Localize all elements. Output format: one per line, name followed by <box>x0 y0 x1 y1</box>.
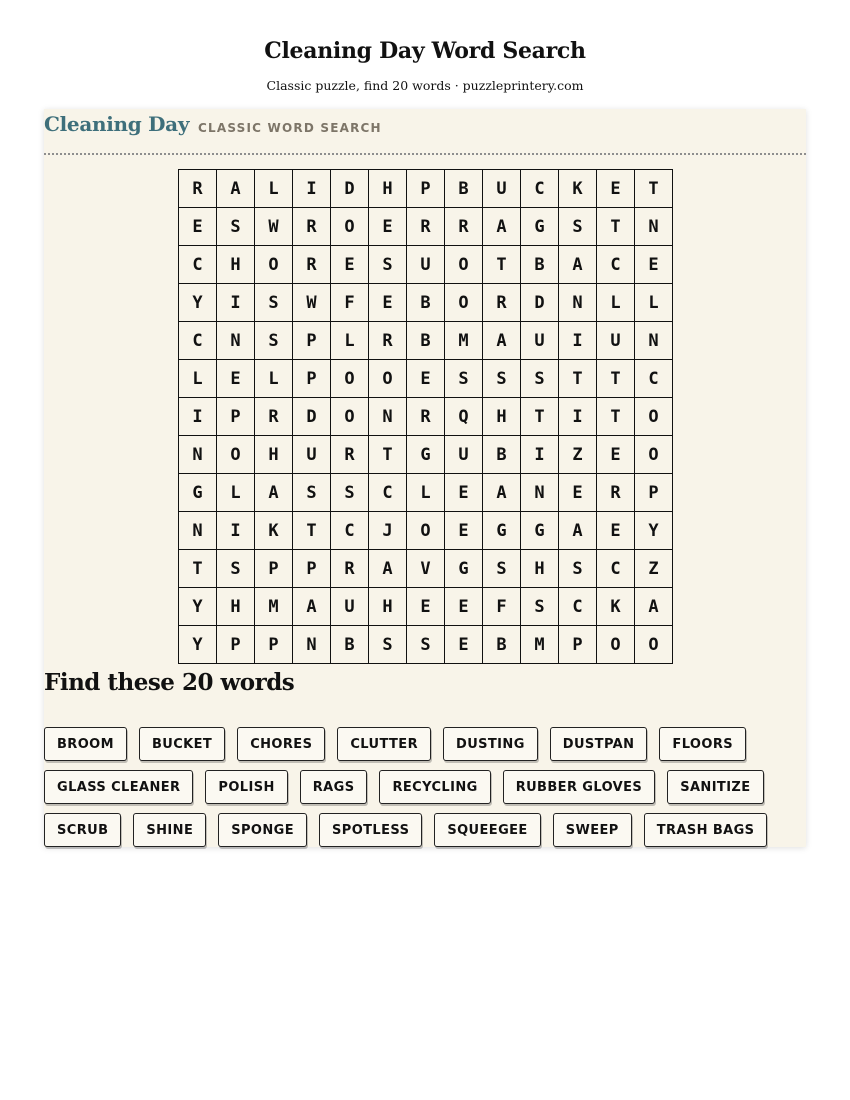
page-subtitle: Classic puzzle, find 20 words · puzzleprintery.com <box>266 78 584 93</box>
grid-cell[interactable]: G <box>521 208 559 246</box>
grid-cell[interactable]: E <box>445 512 483 550</box>
grid-cell[interactable]: K <box>255 512 293 550</box>
grid-cell[interactable]: C <box>369 474 407 512</box>
grid-cell[interactable]: Y <box>635 512 673 550</box>
grid-cell[interactable]: O <box>635 626 673 664</box>
grid-cell[interactable]: H <box>483 398 521 436</box>
grid-cell[interactable]: E <box>597 512 635 550</box>
card-title: Cleaning Day <box>44 112 190 136</box>
grid-cell[interactable]: T <box>369 436 407 474</box>
grid-cell[interactable]: P <box>407 170 445 208</box>
grid-cell[interactable]: I <box>293 170 331 208</box>
grid-cell[interactable]: R <box>445 208 483 246</box>
grid-cell[interactable]: S <box>331 474 369 512</box>
grid-cell[interactable]: S <box>369 626 407 664</box>
grid-cell[interactable]: S <box>521 360 559 398</box>
word-chip[interactable]: RAGS <box>300 770 368 804</box>
grid-cell[interactable]: F <box>483 588 521 626</box>
grid-cell[interactable]: K <box>559 170 597 208</box>
word-chip[interactable]: BROOM <box>44 727 127 761</box>
grid-cell[interactable]: R <box>179 170 217 208</box>
grid-cell[interactable]: S <box>255 322 293 360</box>
grid-cell[interactable]: E <box>369 284 407 322</box>
grid-cell[interactable]: S <box>521 588 559 626</box>
grid-cell[interactable]: K <box>597 588 635 626</box>
grid-cell[interactable]: N <box>635 322 673 360</box>
grid-cell[interactable]: E <box>445 474 483 512</box>
grid-cell[interactable]: F <box>331 284 369 322</box>
grid-cell[interactable]: I <box>217 284 255 322</box>
grid-cell[interactable]: O <box>255 246 293 284</box>
grid-cell[interactable]: P <box>255 550 293 588</box>
grid-cell[interactable]: T <box>483 246 521 284</box>
grid-cell[interactable]: O <box>635 436 673 474</box>
word-chip[interactable]: DUSTPAN <box>550 727 648 761</box>
grid-cell[interactable]: A <box>217 170 255 208</box>
word-row <box>44 813 806 847</box>
grid-cell[interactable]: N <box>179 512 217 550</box>
grid-cell[interactable]: G <box>407 436 445 474</box>
grid-cell[interactable]: H <box>255 436 293 474</box>
grid-cell[interactable]: G <box>521 512 559 550</box>
word-chip[interactable]: CHORES <box>237 727 325 761</box>
grid-cell[interactable]: N <box>635 208 673 246</box>
grid-cell[interactable]: J <box>369 512 407 550</box>
grid-cell[interactable]: R <box>407 208 445 246</box>
grid-cell[interactable]: T <box>559 360 597 398</box>
grid-cell[interactable]: W <box>255 208 293 246</box>
grid-cell[interactable]: R <box>331 436 369 474</box>
grid-cell[interactable]: L <box>255 170 293 208</box>
word-chip[interactable]: SPONGE <box>218 813 307 847</box>
grid-cell[interactable]: M <box>255 588 293 626</box>
grid-cell[interactable]: O <box>445 246 483 284</box>
grid-cell[interactable]: T <box>597 360 635 398</box>
grid-cell[interactable]: L <box>597 284 635 322</box>
grid-cell[interactable]: P <box>293 322 331 360</box>
grid-cell[interactable]: S <box>217 550 255 588</box>
grid-cell[interactable]: R <box>293 208 331 246</box>
grid-cell[interactable]: H <box>217 588 255 626</box>
grid-cell[interactable]: E <box>179 208 217 246</box>
grid-cell[interactable]: U <box>331 588 369 626</box>
grid-cell[interactable]: O <box>331 208 369 246</box>
grid-cell[interactable]: A <box>369 550 407 588</box>
grid-cell[interactable]: S <box>559 208 597 246</box>
grid-cell[interactable]: R <box>597 474 635 512</box>
grid-cell[interactable]: S <box>559 550 597 588</box>
grid-cell[interactable]: C <box>597 246 635 284</box>
grid-cell[interactable]: L <box>255 360 293 398</box>
grid-cell[interactable]: E <box>369 208 407 246</box>
grid-cell[interactable]: O <box>445 284 483 322</box>
card-header <box>44 109 806 155</box>
word-chip[interactable]: GLASS CLEANER <box>44 770 193 804</box>
word-chip[interactable]: CLUTTER <box>337 727 431 761</box>
grid-cell[interactable]: E <box>445 588 483 626</box>
puzzle-type-label: CLASSIC WORD SEARCH <box>198 121 382 135</box>
grid-cell[interactable]: H <box>369 170 407 208</box>
grid-cell[interactable]: B <box>407 322 445 360</box>
grid-cell[interactable]: P <box>293 360 331 398</box>
word-chip[interactable]: SCRUB <box>44 813 121 847</box>
grid-cell[interactable]: M <box>521 626 559 664</box>
grid-cell[interactable]: C <box>635 360 673 398</box>
word-chip[interactable]: RUBBER GLOVES <box>503 770 656 804</box>
grid-cell[interactable]: N <box>369 398 407 436</box>
grid-cell[interactable]: E <box>559 474 597 512</box>
grid-cell[interactable]: N <box>559 284 597 322</box>
grid-cell[interactable]: Y <box>179 626 217 664</box>
grid-cell[interactable]: B <box>483 626 521 664</box>
grid-cell[interactable]: O <box>331 360 369 398</box>
grid-cell[interactable]: N <box>293 626 331 664</box>
grid-cell[interactable]: E <box>445 626 483 664</box>
grid-cell[interactable]: A <box>559 512 597 550</box>
grid-cell[interactable]: C <box>179 246 217 284</box>
grid-cell[interactable]: G <box>445 550 483 588</box>
grid-cell[interactable]: N <box>217 322 255 360</box>
grid-cell[interactable]: Z <box>559 436 597 474</box>
grid-cell[interactable]: C <box>331 512 369 550</box>
grid-cell[interactable]: B <box>521 246 559 284</box>
grid-cell[interactable]: T <box>597 398 635 436</box>
grid-cell[interactable]: D <box>331 170 369 208</box>
grid-cell[interactable]: A <box>293 588 331 626</box>
grid-cell[interactable]: L <box>407 474 445 512</box>
grid-cell[interactable]: U <box>521 322 559 360</box>
grid-cell[interactable]: B <box>445 170 483 208</box>
grid-cell[interactable]: S <box>483 360 521 398</box>
grid-cell[interactable]: E <box>331 246 369 284</box>
grid-cell[interactable]: P <box>217 398 255 436</box>
page-title: Cleaning Day Word Search <box>264 38 586 64</box>
grid-cell[interactable]: P <box>559 626 597 664</box>
grid-cell[interactable]: S <box>255 284 293 322</box>
grid-cell[interactable]: I <box>521 436 559 474</box>
grid-cell[interactable]: U <box>293 436 331 474</box>
grid-cell[interactable]: H <box>521 550 559 588</box>
grid-cell[interactable]: V <box>407 550 445 588</box>
grid-cell[interactable]: E <box>407 360 445 398</box>
grid-cell[interactable]: I <box>559 398 597 436</box>
grid-cell[interactable]: O <box>407 512 445 550</box>
grid-cell[interactable]: P <box>293 550 331 588</box>
grid-cell[interactable]: Y <box>179 588 217 626</box>
word-list-heading: Find these 20 words <box>44 669 295 696</box>
grid-cell[interactable]: M <box>445 322 483 360</box>
word-bank <box>44 727 806 856</box>
grid-cell[interactable]: H <box>369 588 407 626</box>
word-chip[interactable]: SQUEEGEE <box>434 813 540 847</box>
word-chip[interactable]: POLISH <box>205 770 287 804</box>
grid-cell[interactable]: T <box>521 398 559 436</box>
grid-cell[interactable]: T <box>179 550 217 588</box>
grid-cell[interactable]: D <box>293 398 331 436</box>
grid-cell[interactable]: G <box>483 512 521 550</box>
word-chip[interactable]: SHINE <box>133 813 206 847</box>
grid-cell[interactable]: O <box>217 436 255 474</box>
grid-cell[interactable]: I <box>217 512 255 550</box>
grid-cell[interactable]: E <box>597 436 635 474</box>
grid-cell[interactable]: Y <box>179 284 217 322</box>
grid-cell[interactable]: O <box>369 360 407 398</box>
grid-cell[interactable]: A <box>255 474 293 512</box>
grid-cell[interactable]: O <box>635 398 673 436</box>
puzzle-card <box>44 109 806 847</box>
grid-cell[interactable]: O <box>331 398 369 436</box>
grid-cell[interactable]: A <box>483 208 521 246</box>
grid-cell[interactable]: E <box>407 588 445 626</box>
grid-cell[interactable]: R <box>293 246 331 284</box>
grid-cell[interactable]: L <box>217 474 255 512</box>
grid-cell[interactable]: C <box>179 322 217 360</box>
grid-cell[interactable]: A <box>635 588 673 626</box>
grid-cell[interactable]: Q <box>445 398 483 436</box>
word-chip[interactable]: RECYCLING <box>379 770 490 804</box>
grid-cell[interactable]: S <box>407 626 445 664</box>
grid-cell[interactable]: W <box>293 284 331 322</box>
grid-cell[interactable]: L <box>331 322 369 360</box>
grid-cell[interactable]: S <box>217 208 255 246</box>
word-chip[interactable]: DUSTING <box>443 727 538 761</box>
word-chip[interactable]: TRASH BAGS <box>644 813 768 847</box>
grid-cell[interactable]: P <box>635 474 673 512</box>
grid-cell[interactable]: O <box>597 626 635 664</box>
grid-cell[interactable]: U <box>597 322 635 360</box>
grid-cell[interactable]: C <box>559 588 597 626</box>
grid-cell[interactable]: H <box>217 246 255 284</box>
grid-cell[interactable]: L <box>179 360 217 398</box>
grid-cell[interactable]: T <box>635 170 673 208</box>
grid-cell[interactable]: I <box>179 398 217 436</box>
letter-grid <box>178 169 673 664</box>
grid-cell[interactable]: G <box>179 474 217 512</box>
grid-cell[interactable]: R <box>483 284 521 322</box>
grid-cell[interactable]: T <box>293 512 331 550</box>
word-chip[interactable]: SPOTLESS <box>319 813 422 847</box>
grid-cell[interactable]: S <box>293 474 331 512</box>
grid-cell[interactable]: R <box>255 398 293 436</box>
grid-cell[interactable]: R <box>407 398 445 436</box>
grid-cell[interactable]: A <box>483 474 521 512</box>
grid-cell[interactable]: S <box>445 360 483 398</box>
grid-cell[interactable]: A <box>483 322 521 360</box>
grid-cell[interactable]: P <box>217 626 255 664</box>
grid-cell[interactable]: D <box>521 284 559 322</box>
grid-cell[interactable]: S <box>483 550 521 588</box>
grid-cell[interactable]: I <box>559 322 597 360</box>
grid-cell[interactable]: C <box>597 550 635 588</box>
word-chip[interactable]: SANITIZE <box>667 770 763 804</box>
word-row <box>44 770 806 804</box>
grid-cell[interactable]: C <box>521 170 559 208</box>
grid-cell[interactable]: N <box>179 436 217 474</box>
grid-cell[interactable]: Z <box>635 550 673 588</box>
grid-cell[interactable]: U <box>407 246 445 284</box>
grid-cell[interactable]: T <box>597 208 635 246</box>
grid-cell[interactable]: R <box>369 322 407 360</box>
grid-cell[interactable]: B <box>331 626 369 664</box>
grid-cell[interactable]: E <box>217 360 255 398</box>
grid-cell[interactable]: B <box>407 284 445 322</box>
grid-cell[interactable]: S <box>369 246 407 284</box>
grid-cell[interactable]: E <box>597 170 635 208</box>
word-chip[interactable]: FLOORS <box>659 727 746 761</box>
grid-cell[interactable]: N <box>521 474 559 512</box>
word-chip[interactable]: BUCKET <box>139 727 225 761</box>
word-chip[interactable]: SWEEP <box>553 813 632 847</box>
grid-cell[interactable]: E <box>635 246 673 284</box>
grid-cell[interactable]: P <box>255 626 293 664</box>
grid-cell[interactable]: A <box>559 246 597 284</box>
grid-cell[interactable]: B <box>483 436 521 474</box>
grid-cell[interactable]: R <box>331 550 369 588</box>
grid-cell[interactable]: U <box>445 436 483 474</box>
word-row <box>44 727 806 761</box>
grid-cell[interactable]: U <box>483 170 521 208</box>
grid-cell[interactable]: L <box>635 284 673 322</box>
